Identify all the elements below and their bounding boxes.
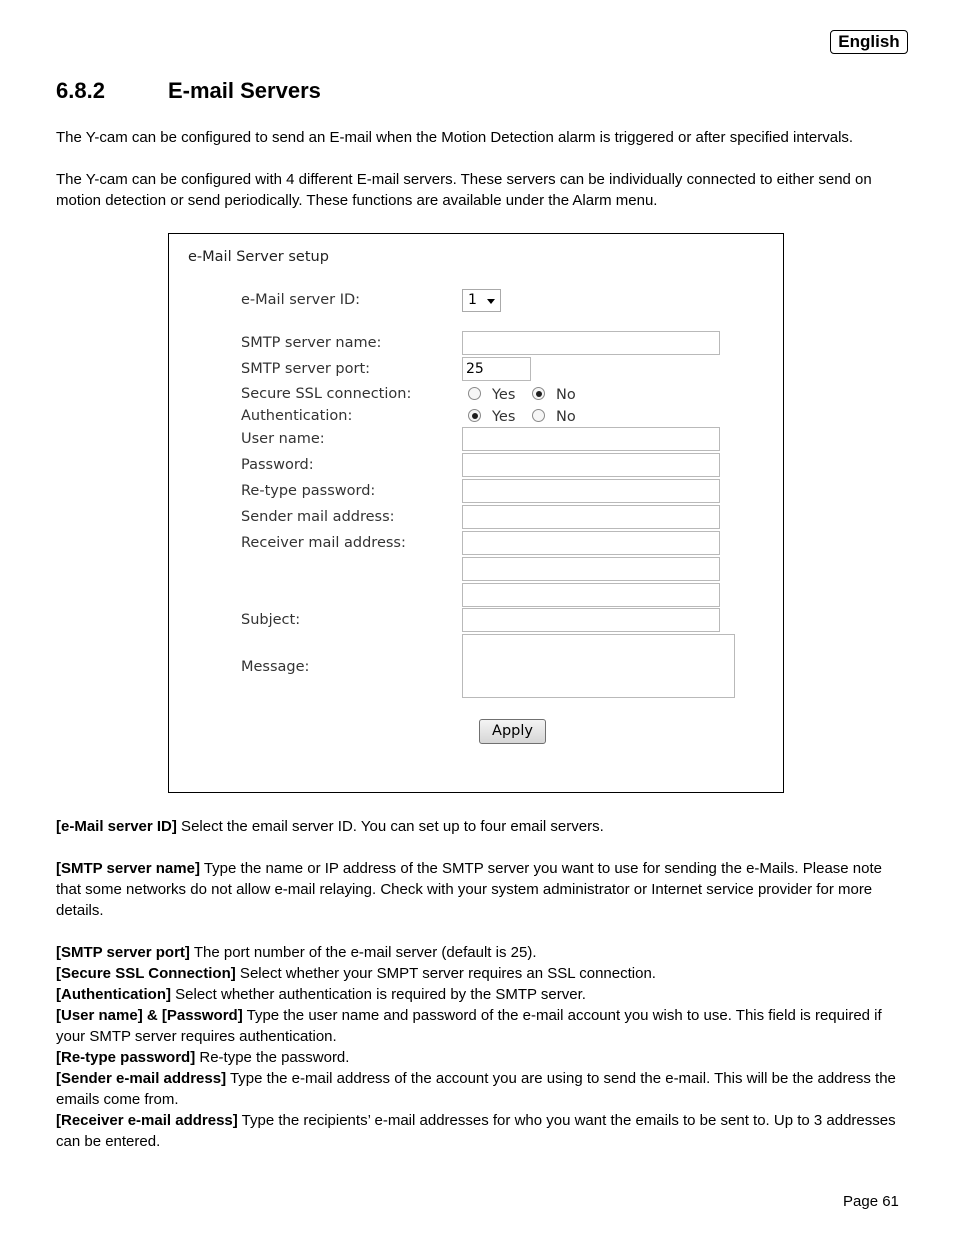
desc-term: [Re-type password] — [56, 1049, 196, 1066]
user-name-label: User name: — [241, 431, 325, 447]
ssl-no-label: No — [556, 387, 576, 403]
section-title: E-mail Servers — [168, 78, 321, 103]
desc-sender — [56, 1068, 906, 1110]
panel-title: e-Mail Server setup — [188, 249, 329, 265]
ssl-label: Secure SSL connection: — [241, 386, 412, 402]
password-label: Password: — [241, 457, 314, 473]
auth-label: Authentication: — [241, 408, 353, 424]
server-id-value: 1 — [468, 292, 477, 308]
email-server-setup-panel — [168, 233, 784, 793]
message-label: Message: — [241, 659, 310, 675]
chevron-down-icon — [487, 299, 495, 304]
desc-term: [Authentication] — [56, 986, 171, 1003]
ssl-no-radio[interactable] — [532, 387, 545, 400]
receiver-address-input-3[interactable] — [462, 583, 720, 607]
desc-smtp-port — [56, 942, 906, 963]
smtp-name-label: SMTP server name: — [241, 335, 382, 351]
desc-ssl — [56, 963, 906, 984]
desc-text: Type the name or IP address of the SMTP server you want to use for sending the e-Mails. Please note that some networks do not allow e-mail relaying. Check with your system administrator or Internet service provider for more details. — [56, 860, 882, 919]
section-number: 6.8.2 — [56, 78, 105, 103]
desc-term: [Secure SSL Connection] — [56, 965, 236, 982]
ssl-yes-label: Yes — [492, 387, 516, 403]
desc-term: [SMTP server port] — [56, 944, 190, 961]
sender-address-input[interactable] — [462, 505, 720, 529]
message-textarea[interactable] — [462, 634, 735, 698]
user-name-input[interactable] — [462, 427, 720, 451]
desc-text: Type the recipients’ e-mail addresses for who you want the emails to be sent to. Up to 3 addresses can be entered. — [56, 1112, 896, 1150]
ssl-yes-radio[interactable] — [468, 387, 481, 400]
receiver-address-input-1[interactable] — [462, 531, 720, 555]
desc-term: [Receiver e-mail address] — [56, 1112, 238, 1129]
language-badge: English — [830, 30, 908, 54]
intro-paragraph-1: The Y-cam can be configured to send an E-mail when the Motion Detection alarm is triggered or after specified intervals. — [56, 129, 854, 146]
server-id-label: e-Mail server ID: — [241, 292, 361, 308]
section-heading — [56, 78, 321, 104]
desc-user-password — [56, 1005, 906, 1047]
smtp-name-input[interactable] — [462, 331, 720, 355]
smtp-port-input[interactable]: 25 — [462, 357, 531, 381]
subject-input[interactable] — [462, 608, 720, 632]
server-id-select[interactable] — [462, 289, 501, 312]
retype-password-label: Re-type password: — [241, 483, 376, 499]
desc-retype — [56, 1047, 906, 1068]
desc-text: Re-type the password. — [195, 1049, 350, 1066]
retype-password-input[interactable] — [462, 479, 720, 503]
desc-receiver — [56, 1110, 906, 1152]
desc-term: [Sender e-mail address] — [56, 1070, 227, 1087]
desc-text: The port number of the e-mail server (default is 25). — [189, 944, 537, 961]
desc-text: Select the email server ID. You can set up to four email servers. — [176, 818, 604, 835]
desc-text: Select whether authentication is required by the SMTP server. — [170, 986, 586, 1003]
auth-yes-label: Yes — [492, 409, 516, 425]
subject-label: Subject: — [241, 612, 301, 628]
desc-term: [User name] & [Password] — [56, 1007, 243, 1024]
desc-server-id — [56, 816, 906, 837]
page-number: Page 61 — [843, 1193, 899, 1210]
receiver-address-input-2[interactable] — [462, 557, 720, 581]
desc-auth — [56, 984, 906, 1005]
receiver-address-label: Receiver mail address: — [241, 535, 406, 551]
desc-smtp-name — [56, 858, 906, 921]
desc-text: Select whether your SMPT server requires an SSL connection. — [235, 965, 656, 982]
password-input[interactable] — [462, 453, 720, 477]
auth-no-radio[interactable] — [532, 409, 545, 422]
auth-yes-radio[interactable] — [468, 409, 481, 422]
smtp-port-label: SMTP server port: — [241, 361, 371, 377]
desc-text: Type the e-mail address of the account you are using to send the e-mail. This will be the address the emails come from. — [56, 1070, 896, 1108]
desc-text: Type the user name and password of the e-mail account you wish to use. This field is required if your SMTP server requires authentication. — [56, 1007, 882, 1045]
sender-address-label: Sender mail address: — [241, 509, 395, 525]
apply-button[interactable]: Apply — [479, 719, 546, 744]
auth-no-label: No — [556, 409, 576, 425]
desc-term: [e-Mail server ID] — [56, 818, 177, 835]
desc-term: [SMTP server name] — [56, 860, 200, 877]
intro-paragraph-2: The Y-cam can be configured with 4 different E-mail servers. These servers can be individually connected to either send on motion detection or send periodically. These functions are available under the Alarm menu. — [56, 171, 872, 209]
